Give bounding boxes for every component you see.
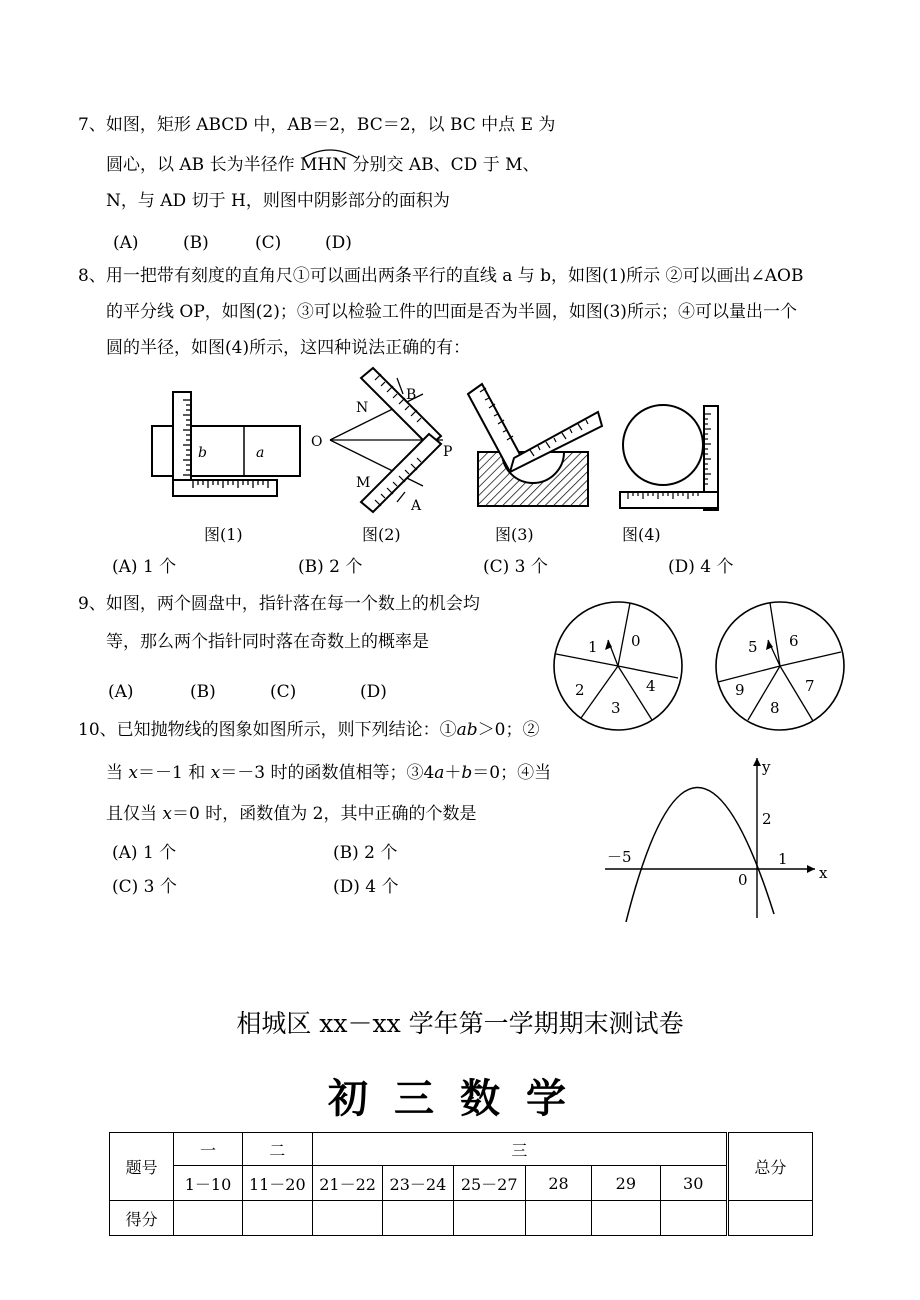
q7-line2-pre: 圆心，以 AB 长为半径作	[106, 155, 295, 175]
disc2-num-8: 8	[770, 699, 780, 717]
figure-4-circle-radius	[616, 400, 726, 515]
fig2-label-b: B	[406, 387, 417, 403]
fig2-label-p: P	[443, 444, 453, 460]
score-cell-6[interactable]	[525, 1201, 591, 1236]
q10-option-d[interactable]: (D) 4 个	[333, 877, 399, 897]
fig-caption-4: 图(4)	[622, 525, 661, 544]
score-cell-2[interactable]	[242, 1201, 312, 1236]
score-table-total-label: 总分	[727, 1133, 812, 1201]
score-cell-3[interactable]	[312, 1201, 382, 1236]
graph-label-neg5: －5	[607, 848, 632, 866]
graph-label-2: 2	[762, 810, 772, 828]
q8-line1: 8、用一把带有刻度的直角尺①可以画出两条平行的直线 a 与 b，如图(1)所示 ②可以画出∠AOB	[78, 266, 804, 286]
q10-b: b	[461, 763, 473, 783]
spinner-disc-2	[716, 602, 844, 730]
q9-spinner-discs	[548, 596, 888, 741]
score-table-group-1: 一	[174, 1133, 242, 1166]
q8-option-c[interactable]: (C) 3 个	[483, 557, 548, 577]
q7-option-a[interactable]: (A)	[113, 233, 139, 253]
arc-mhn-label: MHN	[299, 155, 348, 175]
parabola-curve	[626, 787, 774, 922]
arc-mhn	[300, 154, 347, 176]
q9-option-a[interactable]: (A)	[108, 682, 134, 702]
fig2-label-o: O	[311, 434, 323, 450]
q8-line3: 圆的半径，如图(4)所示，这四种说法正确的有：	[106, 338, 471, 358]
q10-l2-e: ＝0；④当	[472, 763, 552, 783]
score-cell-8[interactable]	[660, 1201, 727, 1236]
score-table-score-label: 得分	[110, 1201, 174, 1236]
q10-line1-post: ＞0；②	[477, 720, 540, 740]
q10-l3-b: ＝0 时，函数值为 2，其中正确的个数是	[172, 804, 477, 824]
q8-option-a[interactable]: (A) 1 个	[112, 557, 177, 577]
graph-label-y: y	[762, 758, 771, 776]
q8-line2: 的平分线 OP，如图(2)；③可以检验工件的凹面是否为半圆，如图(3)所示；④可以量出一个	[106, 302, 797, 322]
score-table	[109, 1132, 813, 1236]
q10-l2-c: ＝－3 时的函数值相等；③4	[220, 763, 435, 783]
score-table-col-7: 29	[592, 1166, 660, 1201]
q7-line1: 7、如图，矩形 ABCD 中，AB＝2，BC＝2，以 BC 中点 E 为	[78, 115, 556, 135]
q10-l2-d: ＋	[444, 763, 462, 783]
q9-option-d[interactable]: (D)	[360, 682, 387, 702]
graph-label-1: 1	[778, 850, 788, 868]
figure-1-parallel-lines	[148, 388, 308, 503]
disc1-num-1: 1	[588, 638, 598, 656]
score-table-qnum-label: 题号	[110, 1133, 174, 1201]
fig-caption-3: 图(3)	[495, 525, 534, 544]
disc1-num-3: 3	[611, 699, 621, 717]
score-table-group-2: 二	[242, 1133, 312, 1166]
q10-line2	[106, 762, 551, 784]
figure-2-angle-bisector	[305, 366, 465, 516]
y-axis-arrow-icon	[753, 758, 761, 766]
graph-label-x: x	[819, 864, 828, 882]
q9-line2: 等，那么两个指针同时落在奇数上的概率是	[106, 632, 429, 652]
q10-l2-b: ＝－1 和	[138, 763, 211, 783]
q7-option-d[interactable]: (D)	[325, 233, 352, 253]
q10-line1	[78, 719, 540, 741]
score-cell-total[interactable]	[727, 1201, 812, 1236]
score-cell-5[interactable]	[453, 1201, 525, 1236]
disc2-num-9: 9	[735, 681, 745, 699]
score-cell-7[interactable]	[592, 1201, 660, 1236]
score-table-group-3: 三	[312, 1133, 727, 1166]
disc2-num-5: 5	[748, 638, 758, 656]
q10-l2-a: 当	[106, 763, 129, 783]
fig2-label-a: A	[411, 498, 422, 514]
disc2-num-6: 6	[789, 632, 799, 650]
arc-mark-icon	[300, 145, 360, 159]
figure-3-semicircle-check	[460, 378, 610, 513]
q8-option-d[interactable]: (D) 4 个	[668, 557, 734, 577]
fig1-label-b: b	[198, 445, 207, 461]
q9-line1: 9、如图，两个圆盘中，指针落在每一个数上的机会均	[78, 594, 480, 614]
subject-title: 初三数学	[328, 1076, 592, 1122]
disc1-num-2: 2	[575, 681, 585, 699]
q7-option-c[interactable]: (C)	[255, 233, 282, 253]
spinner-disc-1	[554, 602, 682, 730]
q10-x2: x	[210, 763, 221, 783]
disc1-num-0: 0	[631, 632, 641, 650]
q7-line2-post: 分别交 AB、CD 于 M、	[352, 155, 540, 175]
q9-option-b[interactable]: (B)	[190, 682, 216, 702]
q7-option-b[interactable]: (B)	[183, 233, 209, 253]
score-table-col-5: 25－27	[453, 1166, 525, 1201]
score-table-col-2: 11－20	[242, 1166, 312, 1201]
q10-l3-a: 且仅当	[106, 804, 163, 824]
score-table-col-8: 30	[660, 1166, 727, 1201]
q10-option-b[interactable]: (B) 2 个	[333, 843, 398, 863]
score-cell-4[interactable]	[383, 1201, 453, 1236]
score-cell-1[interactable]	[174, 1201, 242, 1236]
q7-line2	[106, 154, 540, 176]
exam-title: 相城区 xx－xx 学年第一学期期末测试卷	[236, 1009, 684, 1038]
fig-caption-2: 图(2)	[362, 525, 401, 544]
q10-option-c[interactable]: (C) 3 个	[112, 877, 177, 897]
q10-parabola-graph	[600, 752, 840, 922]
q10-x3: x	[162, 804, 172, 824]
q8-option-b[interactable]: (B) 2 个	[298, 557, 363, 577]
fig2-label-m: M	[356, 475, 371, 491]
score-table-col-1: 1－10	[174, 1166, 242, 1201]
fig-caption-1: 图(1)	[204, 525, 243, 544]
score-table-col-6: 28	[525, 1166, 591, 1201]
q7-line3: N，与 AD 切于 H，则图中阴影部分的面积为	[106, 191, 450, 211]
disc2-num-7: 7	[805, 677, 815, 695]
fig2-label-n: N	[356, 400, 369, 416]
disc1-num-4: 4	[646, 677, 656, 695]
q10-a: a	[434, 763, 445, 783]
q10-line3	[106, 803, 476, 825]
fig1-label-a: a	[256, 445, 265, 461]
graph-label-0: 0	[738, 871, 748, 889]
score-table-col-4: 23－24	[383, 1166, 453, 1201]
x-axis-arrow-icon	[807, 865, 815, 873]
q9-option-c[interactable]: (C)	[270, 682, 297, 702]
score-table-col-3: 21－22	[312, 1166, 382, 1201]
q10-x1: x	[128, 763, 138, 783]
q10-option-a[interactable]: (A) 1 个	[112, 843, 177, 863]
q10-ab: ab	[456, 720, 478, 740]
q10-line1-pre: 10、已知抛物线的图象如图所示，则下列结论：①	[78, 720, 457, 740]
